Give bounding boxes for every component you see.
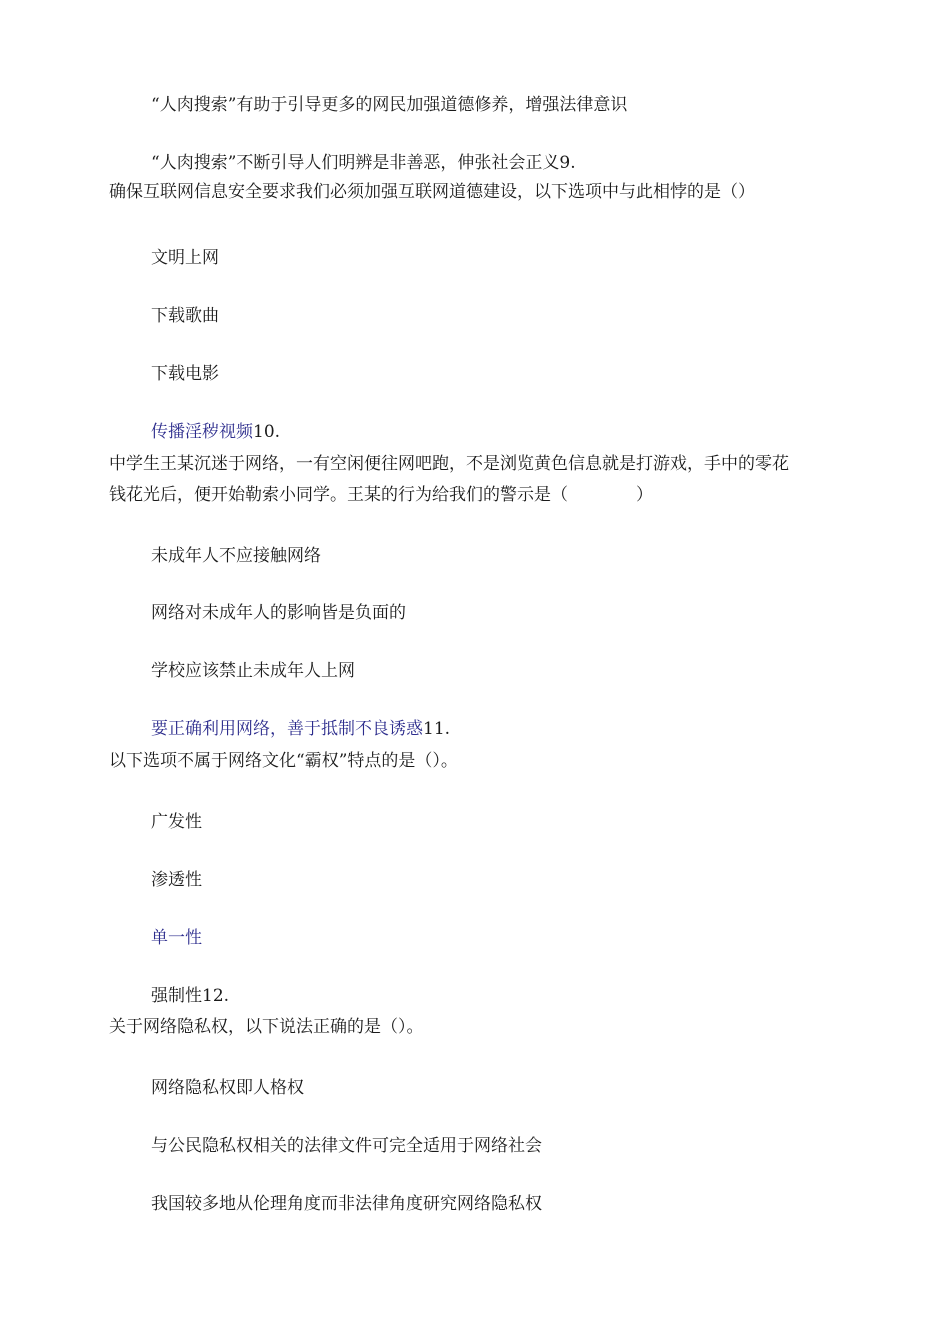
option-text: 我国较多地从伦理角度而非法律角度研究网络隐私权: [151, 1194, 542, 1214]
question-stem: [109, 1015, 424, 1039]
question-text: 以下选项不属于网络文化“霸权”特点的是（）。: [109, 751, 458, 771]
option-line: [151, 304, 219, 328]
question-text: 中学生王某沉迷于网络，一有空闲便往网吧跑，不是浏览黄色信息就是打游戏，手中的零花: [109, 454, 789, 474]
option-line: [151, 1134, 542, 1158]
option-text: 网络隐私权即人格权: [151, 1078, 304, 1098]
question-stem: [109, 749, 458, 773]
option-text: 未成年人不应接触网络: [151, 546, 321, 566]
answer-option-text: 单一性: [151, 928, 202, 948]
question-number: 12.: [202, 986, 230, 1006]
option-text: “人肉搜索”有助于引导更多的网民加强道德修养，增强法律意识: [151, 95, 628, 115]
question-number: 9.: [559, 153, 576, 173]
option-text: 学校应该禁止未成年人上网: [151, 661, 355, 681]
option-text: 下载歌曲: [151, 306, 219, 326]
option-line: [151, 151, 576, 175]
option-line: [151, 659, 355, 683]
answer-option-line: [151, 420, 280, 444]
option-text: 与公民隐私权相关的法律文件可完全适用于网络社会: [151, 1136, 542, 1156]
answer-option-text: 传播淫秽视频: [151, 422, 253, 442]
question-number: 11.: [423, 719, 451, 739]
option-text: 渗透性: [151, 870, 202, 890]
answer-option-line: [151, 717, 450, 741]
option-line: [151, 1076, 304, 1100]
option-line: [151, 984, 229, 1008]
option-text: 下载电影: [151, 364, 219, 384]
option-line: [151, 601, 406, 625]
option-line: [151, 544, 321, 568]
option-line: [151, 362, 219, 386]
question-stem: [109, 180, 755, 204]
option-line: [151, 246, 219, 270]
option-text: 广发性: [151, 812, 202, 832]
option-line: [151, 1192, 542, 1216]
question-text: 钱花光后，便开始勒索小同学。王某的行为给我们的警示是（ ）: [109, 485, 653, 505]
option-text: 网络对未成年人的影响皆是负面的: [151, 603, 406, 623]
answer-option-line: [151, 926, 202, 950]
option-text: “人肉搜索”不断引导人们明辨是非善恶，伸张社会正义: [151, 153, 560, 173]
option-line: [151, 868, 202, 892]
option-line: [151, 93, 627, 117]
answer-option-text: 要正确利用网络，善于抵制不良诱惑: [151, 719, 423, 739]
question-stem: [109, 452, 789, 476]
question-text: 关于网络隐私权，以下说法正确的是（）。: [109, 1017, 424, 1037]
option-line: [151, 810, 202, 834]
question-number: 10.: [253, 422, 281, 442]
question-text: 确保互联网信息安全要求我们必须加强互联网道德建设，以下选项中与此相悖的是（）: [109, 182, 755, 202]
option-text: 文明上网: [151, 248, 219, 268]
option-text: 强制性: [151, 986, 202, 1006]
question-stem-continued: [109, 483, 653, 507]
